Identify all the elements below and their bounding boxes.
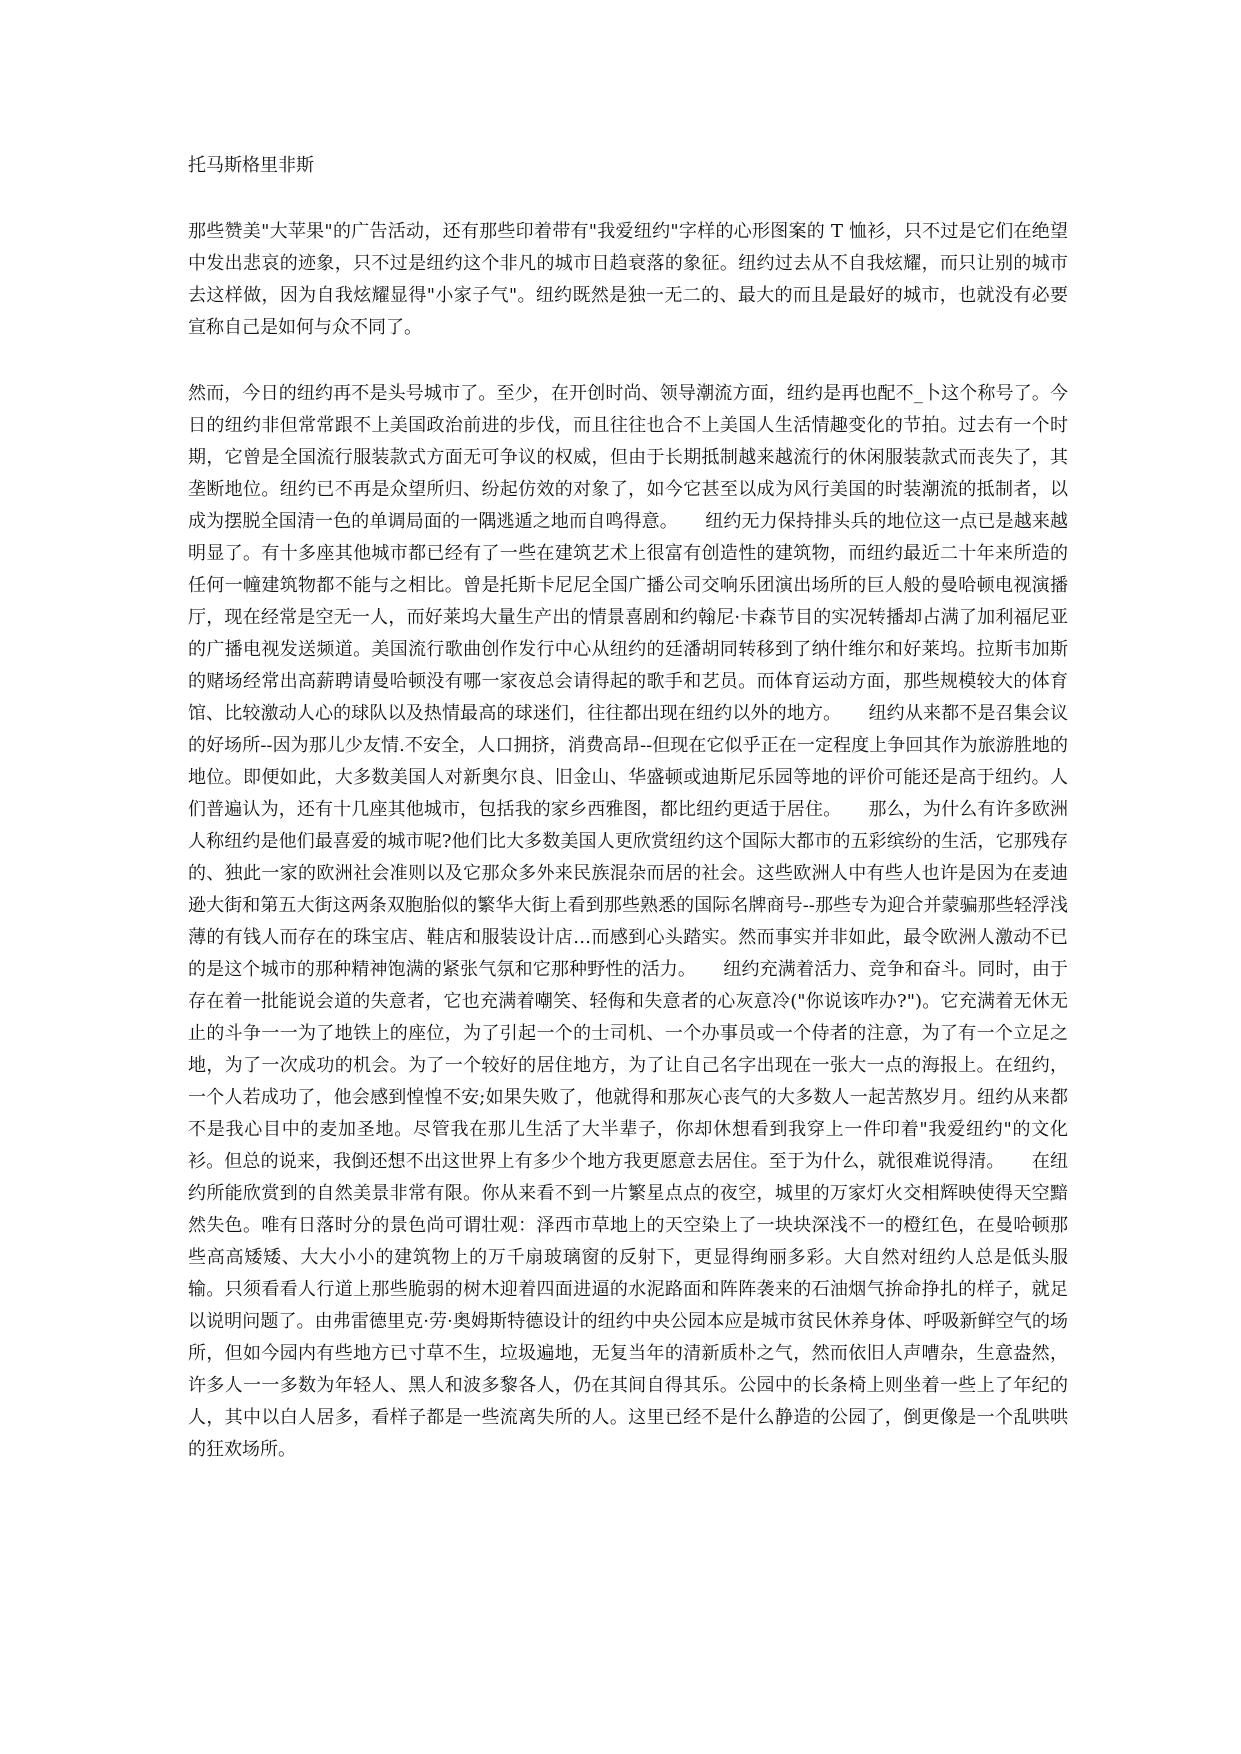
document-title: 托马斯格里非斯 [188, 155, 314, 176]
document-page [188, 150, 1068, 1466]
paragraph-body: 然而，今日的纽约再不是头号城市了。至少，在开创时尚、领导潮流方面，纽约是再也配不_卜这个称号了。今日的纽约非但常常跟不上美国政治前进的步伐，而且往往也合不上美国人生活情趣变化的节拍。过去有一个时期，它曾是全国流行服装款式方面无可争议的权威，但由于长期抵制越来越流行的休闲服装款式而丧失了，其垄断地位。纽约已不再是众望所归、纷起仿效的对象了，如今它甚至以成为风行美国的时装潮流的抵制者，以成为摆脱全国清一色的单调局面的一隅逃遁之地而自鸣得意。 纽约无力保持排头兵的地位这一点已是越来越明显了。有十多座其他城市都已经有了一些在建筑艺术上很富有创造性的建筑物，而纽约最近二十年来所造的任何一幢建筑物都不能与之相比。曾是托斯卡尼尼全国广播公司交响乐团演出场所的巨人般的曼哈顿电视演播厅，现在经常是空无一人，而好莱坞大量生产出的情景喜剧和约翰尼·卡森节目的实况转播却占满了加利福尼亚的广播电视发送频道。美国流行歌曲创作发行中心从纽约的廷潘胡同转移到了纳什维尔和好莱坞。拉斯韦加斯的赌场经常出高薪聘请曼哈顿没有哪一家夜总会请得起的歌手和艺员。而体育运动方面，那些规模较大的体育馆、比较激动人心的球队以及热情最高的球迷们，往往都出现在纽约以外的地方。 纽约从来都不是召集会议的好场所--因为那儿少友情.不安全，人口拥挤，消费高昂--但现在它似乎正在一定程度上争回其作为旅游胜地的地位。即便如此，大多数美国人对新奥尔良、旧金山、华盛顿或迪斯尼乐园等地的评价可能还是高于纽约。人们普遍认为，还有十几座其他城市，包括我的家乡西雅图，都比纽约更适于居住。 那么，为什么有许多欧洲人称纽约是他们最喜爱的城市呢?他们比大多数美国人更欣赏纽约这个国际大都市的五彩缤纷的生活，它那残存的、独此一家的欧洲社会准则以及它那众多外来民族混杂而居的社会。这些欧洲人中有些人也许是因为在麦迪逊大街和第五大街这两条双胞胎似的繁华大街上看到那些熟悉的国际名牌商号--那些专为迎合并蒙骗那些轻浮浅薄的有钱人而存在的珠宝店、鞋店和服装设计店…而感到心头踏实。然而事实并非如此，最令欧洲人激动不已的是这个城市的那种精神饱满的紧张气氛和它那种野性的活力。 纽约充满着活力、竞争和奋斗。同时，由于存在着一批能说会道的失意者，它也充满着嘲笑、轻侮和失意者的心灰意冷("你说该咋办?")。它充满着无休无止的斗争一一为了地铁上的座位，为了引起一个的士司机、一个办事员或一个侍者的注意，为了有一个立足之地，为了一次成功的机会。为了一个较好的居住地方，为了让自己名字出现在一张大一点的海报上。在纽约，一个人若成功了，他会感到惶惶不安;如果失败了，他就得和那灰心丧气的大多数人一起苦熬岁月。纽约从来都不是我心目中的麦加圣地。尽管我在那儿生活了大半辈子，你却休想看到我穿上一件印着"我爱纽约"的文化衫。但总的说来，我倒还想不出这世界上有多少个地方我更愿意去居住。至于为什么，就很难说得清。 在纽约所能欣赏到的自然美景非常有限。你从来看不到一片繁星点点的夜空，城里的万家灯火交相辉映使得天空黯然失色。唯有日落时分的景色尚可谓壮观：泽西市草地上的天空染上了一块块深浅不一的橙红色，在曼哈顿那些高高矮矮、大大小小的建筑物上的万千扇玻璃窗的反射下，更显得绚丽多彩。大自然对纽约人总是低头服输。只须看看人行道上那些脆弱的树木迎着四面进逼的水泥路面和阵阵袭来的石油烟气拚命挣扎的样子，就足以说明问题了。由弗雷德里克·劳·奥姆斯特德设计的纽约中央公园本应是城市贫民休养身体、呼吸新鲜空气的场所，但如今园内有些地方已寸草不生，垃圾遍地，无复当年的清新质朴之气，然而依旧人声嘈杂，生意盎然，许多人一一多数为年轻人、黑人和波多黎各人，仍在其间自得其乐。公园中的长条椅上则坐着一些上了年纪的人，其中以白人居多，看样子都是一些流离失所的人。这里已经不是什么静造的公园了，倒更像是一个乱哄哄的狂欢场所。 [188, 383, 1068, 1460]
paragraph-intro: 那些赞美"大苹果"的广告活动，还有那些印着带有"我爱纽约"字样的心形图案的 T 恤衫，只不过是它们在绝望中发出悲哀的迹象，只不过是纽约这个非凡的城市日趋衰落的象征。纽约过去从不自我炫耀，而只让别的城市去这样做，因为自我炫耀显得"小家子气"。纽约既然是独一无二的、最大的而且是最好的城市，也就没有必要宣称自己是如何与众不同了。 [188, 221, 1068, 338]
